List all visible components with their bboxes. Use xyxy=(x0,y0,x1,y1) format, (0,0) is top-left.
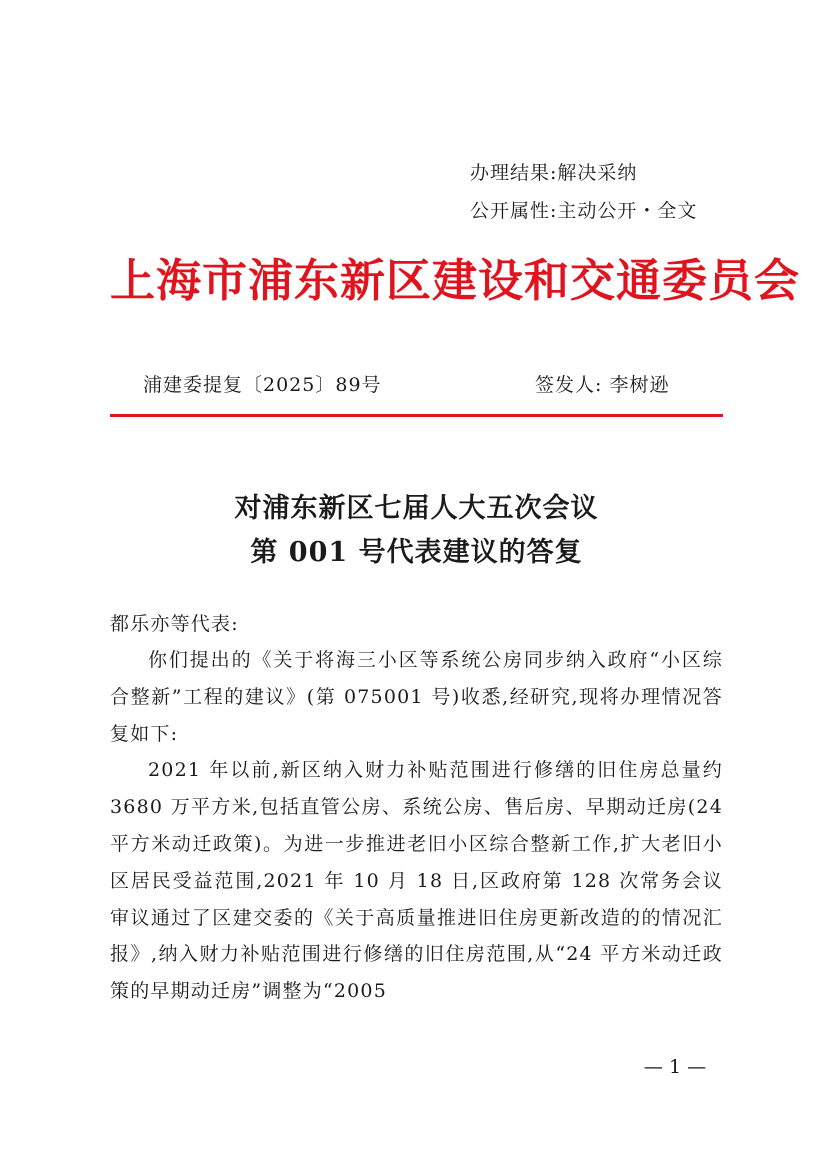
document-title-line-1: 对浦东新区七届人大五次会议 xyxy=(234,493,599,524)
body-paragraph: 你们提出的《关于将海三小区等系统公房同步纳入政府“小区综合整新”工程的建议》(第 075001 号)收悉,经研究,现将办理情况答复如下: xyxy=(110,649,723,745)
page-number: — 1 — xyxy=(643,1056,707,1078)
salutation: 都乐亦等代表: xyxy=(110,613,239,635)
red-divider xyxy=(110,414,723,417)
handling-result: 办理结果:解决采纳 xyxy=(470,162,638,184)
organization-title: 上海市浦东新区建设和交通委员会 xyxy=(110,254,801,307)
body-paragraph: 2021 年以前,新区纳入财力补贴范围进行修缮的旧住房总量约 3680 万平方米,包括直管公房、系统公房、售后房、早期动迁房(24 平方米动迁政策)。为进一步推进老旧小区综合整新工作,扩大老旧小区居民受益范围,2021 年 10 月 18 日,区政府第 128 次常务会议审议通过了区建交委的《关于高质量推进旧住房更新改造的的情况汇报》,纳入财力补贴范围进行修缮的旧住房范围,从“24 平方米动迁政策的早期动迁房”调整为“2005 xyxy=(110,759,723,1003)
body-paragraphs xyxy=(110,642,723,1006)
document-number: 浦建委提复〔2025〕89号 xyxy=(143,374,382,396)
document-title-line-2: 第 001 号代表建议的答复 xyxy=(250,537,583,568)
disclosure-attribute: 公开属性:主动公开・全文 xyxy=(470,200,698,222)
signer: 签发人: 李树逊 xyxy=(535,374,670,396)
